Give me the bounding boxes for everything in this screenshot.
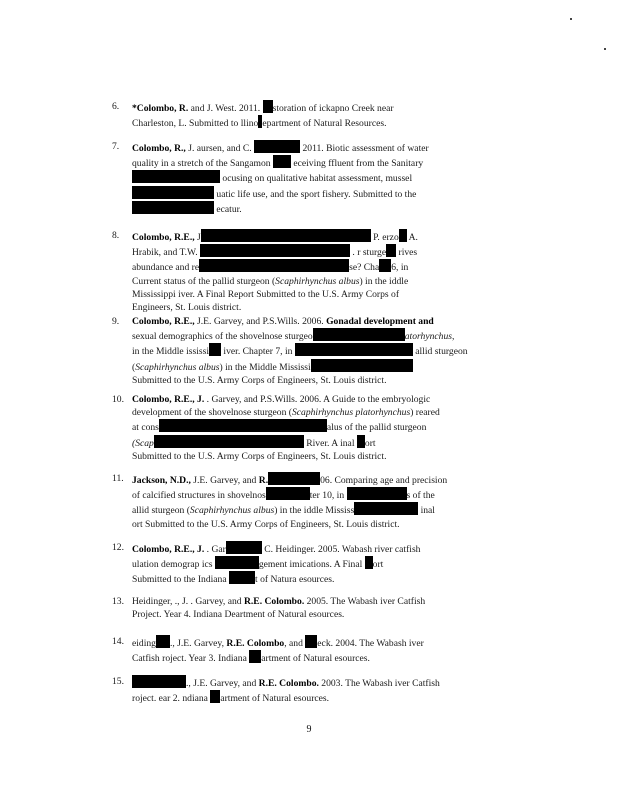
entry-text [132,675,500,705]
author-name: R.E. Colombo. [243,596,305,607]
text-segment: iver [408,638,424,649]
text-segment: develo [132,407,158,419]
redaction-box [156,635,170,648]
entry-line [132,100,500,115]
text-segment: 2011. [300,143,327,154]
text-segment: aursen, and C. [196,143,255,154]
text-segment: J.E. Garvey, and [190,475,259,486]
text-segment: Submitted to the U.S. Army Corps of Engineers, St. Louis district. [132,374,387,386]
text-segment: pment of the shovelnose sturgeon ( [157,407,292,419]
entry-line [132,301,500,314]
entry-line [132,650,500,665]
text-segment: 2005. The Wabash [304,596,381,607]
redaction-box [273,155,291,168]
text-segment: ., J.E. Garvey, [169,638,227,649]
text-segment: ., J.E. Garvey, and [186,678,259,689]
text-segment: esources. [334,653,370,665]
text-segment: inal [418,505,435,517]
entry-text [132,541,500,587]
entry-text [132,595,500,621]
text-segment: roject. Year 3. Indiana [162,653,250,665]
text-segment: Charleston, [132,118,179,130]
text-segment: eceiving [290,158,329,170]
entry-line [132,259,500,274]
text-segment: ications. A Final [299,559,365,571]
text-segment: ics [201,559,215,571]
text-segment: ort [364,437,376,449]
redaction-box [399,229,407,242]
reference-entry-8 [112,229,500,314]
entry-text [132,393,500,463]
entry-line [132,186,500,201]
text-segment: Submitted to the U.S. Army Corps of Engineers, St. Louis district. [132,450,387,462]
text-segment: ort [372,559,384,571]
entry-line [132,275,500,288]
redaction-box [226,541,262,554]
text-segment: . Garvey, and [190,596,244,607]
text-segment: erzo [382,232,399,243]
text-segment: J.E. Garvey, and P.S.Wills. 2006. [194,316,327,327]
redaction-box [268,472,320,485]
redaction-box [132,170,220,183]
text-segment: ) in the [359,275,390,287]
entry-line [132,435,500,450]
text-segment: ocusing on qualitative habitat assessment, mussel [220,173,413,185]
redaction-box [379,259,391,272]
entry-number: 9. [112,316,120,327]
text-segment: C. Heidinger. 2005. Wabash river catfish [261,544,421,555]
entry-line [132,343,500,358]
redaction-box [201,229,371,242]
redaction-box [199,259,349,272]
text-segment: and J. West. 2011. [188,103,263,114]
redaction-box [154,435,304,448]
entry-line [132,115,500,130]
entry-line [132,675,500,690]
text-segment: esources. [293,693,330,705]
entry-number: 11. [112,473,124,484]
redaction-box [200,244,350,257]
text-segment: artment of Natural [220,693,294,705]
text-segment: Project. Year 4. Indiana De [132,609,236,621]
text-segment: Current status of the pallid sturgeon ( [132,275,276,287]
text-segment: eck. 2004. The Wabash [317,638,409,649]
species-name: atorhynchus, [404,331,455,343]
entry-line [132,406,500,419]
text-segment: A. [406,232,418,243]
redaction-box [229,571,255,584]
redaction-box [132,675,186,688]
redaction-box [311,359,413,372]
redaction-box [263,100,273,113]
text-segment: r sturge [357,247,387,259]
text-segment: at cons [132,422,159,434]
species-name: Scaphirhynchus albus [189,505,275,517]
text-segment: uatic life use, and the sport fishery. Submitted to the [214,188,417,200]
entry-number: 13. [112,596,124,607]
redaction-box [132,201,214,214]
text-segment: ffluent from the Sanitary [328,158,424,170]
text-segment: J. [185,143,197,154]
text-segment: allid sturgeon [412,346,468,358]
entry-line [132,502,500,517]
redaction-box [365,556,373,569]
entry-number: 15. [112,676,124,687]
text-segment: ., J. [174,596,191,607]
text-segment: L. Submitted to [178,118,241,130]
text-segment: ecatur. [214,203,242,215]
entry-line [132,393,500,406]
text-segment: iver. A Final Report Submitted to the U.S. Army Corps of [178,288,400,300]
author-name: Colombo, R.E., J. [132,544,205,555]
reference-entry-7 [112,140,500,216]
redaction-box [132,186,214,199]
text-segment: 2003. The Wabash [318,678,395,689]
redaction-box [354,502,418,515]
author-name: Colombo, R.E., [132,316,195,327]
author-name: Colombo, R.E., J. [132,394,205,405]
entry-line [132,359,500,374]
author-name: Colombo, R.E., [132,232,198,243]
text-segment: ear 2. [158,693,183,705]
text-segment: esources. [308,609,345,621]
text-segment: 06. Com [320,475,354,486]
reference-entry-15 [112,675,500,705]
page-number: 9 [306,724,312,735]
entry-line [132,419,500,434]
text-segment: ort Submitted to the U.S. Army Corps of Engineers, St. Louis district. [132,518,400,530]
text-segment: ) in the Middle Mississi [219,361,311,373]
reference-entry-11 [112,472,500,531]
text-segment: of calcified structures in shovelnos [132,490,266,502]
entry-line [132,155,500,170]
text-segment: ) reared [410,407,440,419]
redaction-box [347,487,407,500]
text-segment: eiding [132,638,156,649]
text-segment: ndiana [182,693,211,705]
text-segment: epartment of Natural Resources. [262,118,387,130]
text-segment: J [197,232,201,243]
text-segment: in the Middle [132,346,187,358]
text-segment: quality in a stretch of the Sangamon [132,158,273,170]
entry-number: 12. [112,542,124,553]
reference-entry-14 [112,635,500,665]
text-segment: iver Catfish [380,596,426,607]
text-segment: gement im [258,559,300,571]
author-name: R. [258,475,269,486]
entry-line [132,595,500,608]
text-segment: Biotic assessment of water [326,143,429,154]
reference-entry-13 [112,595,500,621]
text-segment: abundance and re [132,262,200,274]
redaction-box [386,244,396,257]
species-name: Scaphirhynchus albus [135,361,220,373]
text-segment: . Garvey, and P.S.Wills. 2006. A Guide to the embryologic [206,394,431,405]
text-segment: Hrabik, and T.W. [132,247,201,259]
reference-entry-9 [112,315,500,387]
entry-text [132,100,500,130]
entry-number: 10. [112,394,124,405]
text-segment: Catfish [132,653,163,665]
entry-line [132,315,500,328]
text-segment: storation of [272,103,319,114]
entry-line [132,328,500,343]
text-segment: esources. [296,574,335,586]
redaction-box [210,690,220,703]
entry-line [132,608,500,621]
scan-speck [604,48,606,50]
entry-line [132,635,500,650]
text-segment: se? Cha [349,262,380,274]
entry-text [132,140,500,216]
entry-text [132,472,500,531]
text-segment: t of Natura [255,574,297,586]
text-segment: artment of Natural [261,653,335,665]
entry-text [132,635,500,665]
author-name: Colombo, R., [132,143,186,154]
author-name: Jackson, N.D., [132,475,191,486]
scan-speck [570,18,572,20]
redaction-box [357,435,365,448]
redaction-box [295,343,413,356]
entry-line [132,571,500,586]
text-segment: . Gar [206,544,226,555]
entry-number: 8. [112,230,120,241]
redaction-box [249,650,261,663]
entry-line [132,556,500,571]
redaction-box [266,487,310,500]
text-segment: ter 10, in [309,490,347,502]
text-segment: . [350,247,358,259]
entry-line [132,229,500,244]
text-segment: iddle [389,275,409,287]
text-segment: iver. Chapter 7, in [221,346,295,358]
species-name: Scaphirhynchus platorhynchus [291,407,411,419]
text-segment: allid sturgeon ( [132,505,190,517]
reference-entry-6 [112,100,500,130]
entry-number: 6. [112,101,120,112]
entry-number: 7. [112,141,120,152]
entry-line [132,690,500,705]
species-name: (Scap [132,437,154,449]
entry-line [132,487,500,502]
entry-line [132,140,500,155]
text-segment: , and [284,638,306,649]
entry-line [132,288,500,301]
text-segment: ulation demograp [132,559,202,571]
redaction-box [305,635,317,648]
redaction-box [159,419,327,432]
text-segment: Heidinger, [132,596,175,607]
entry-line [132,450,500,463]
author-name: R.E. Colombo [226,638,285,649]
entry-line [132,170,500,185]
text-segment: roject. [132,693,159,705]
entry-text [132,315,500,387]
text-segment: ississi [186,346,210,358]
text-segment: alus of the pallid sturgeon [326,422,427,434]
text-segment: Mississippi [132,288,179,300]
text-segment: s of the [406,490,435,502]
redaction-box [254,140,300,153]
author-name: Gonadal development and [326,316,434,327]
text-segment: ickapno Creek near [318,103,394,114]
entry-line [132,541,500,556]
species-name: Scaphirhynchus albus [275,275,360,287]
text-segment: sexual demographics of the shovelnose sturgeo [132,331,313,343]
entry-line [132,201,500,216]
redaction-box [215,556,259,569]
text-segment: paring age and precision [353,475,448,486]
text-segment: llino [240,118,259,130]
text-segment: ( [132,361,136,373]
text-segment: inal [340,437,357,449]
redaction-box [313,328,405,341]
entry-line [132,374,500,387]
entry-line [132,472,500,487]
redaction-box [209,343,221,356]
text-segment: P. [370,232,383,243]
entry-text [132,229,500,314]
text-segment: River. A [303,437,341,449]
text-segment: 6, in [391,262,409,274]
entry-line [132,244,500,259]
reference-entry-10 [112,393,500,463]
text-segment: rives [396,247,418,259]
entry-line [132,518,500,531]
text-segment: Engineers, St. Louis district. [132,302,242,314]
text-segment: iver Catfish [394,678,440,689]
entry-number: 14. [112,636,124,647]
reference-entry-12 [112,541,500,587]
text-segment: ) in the [274,505,304,517]
author-name: *Colombo, R. [132,103,189,114]
text-segment: Submitted to the Indiana [132,574,229,586]
text-segment: artment of Natural [235,609,309,621]
author-name: R.E. Colombo. [258,678,319,689]
text-segment: iddle Mississ [303,505,355,517]
